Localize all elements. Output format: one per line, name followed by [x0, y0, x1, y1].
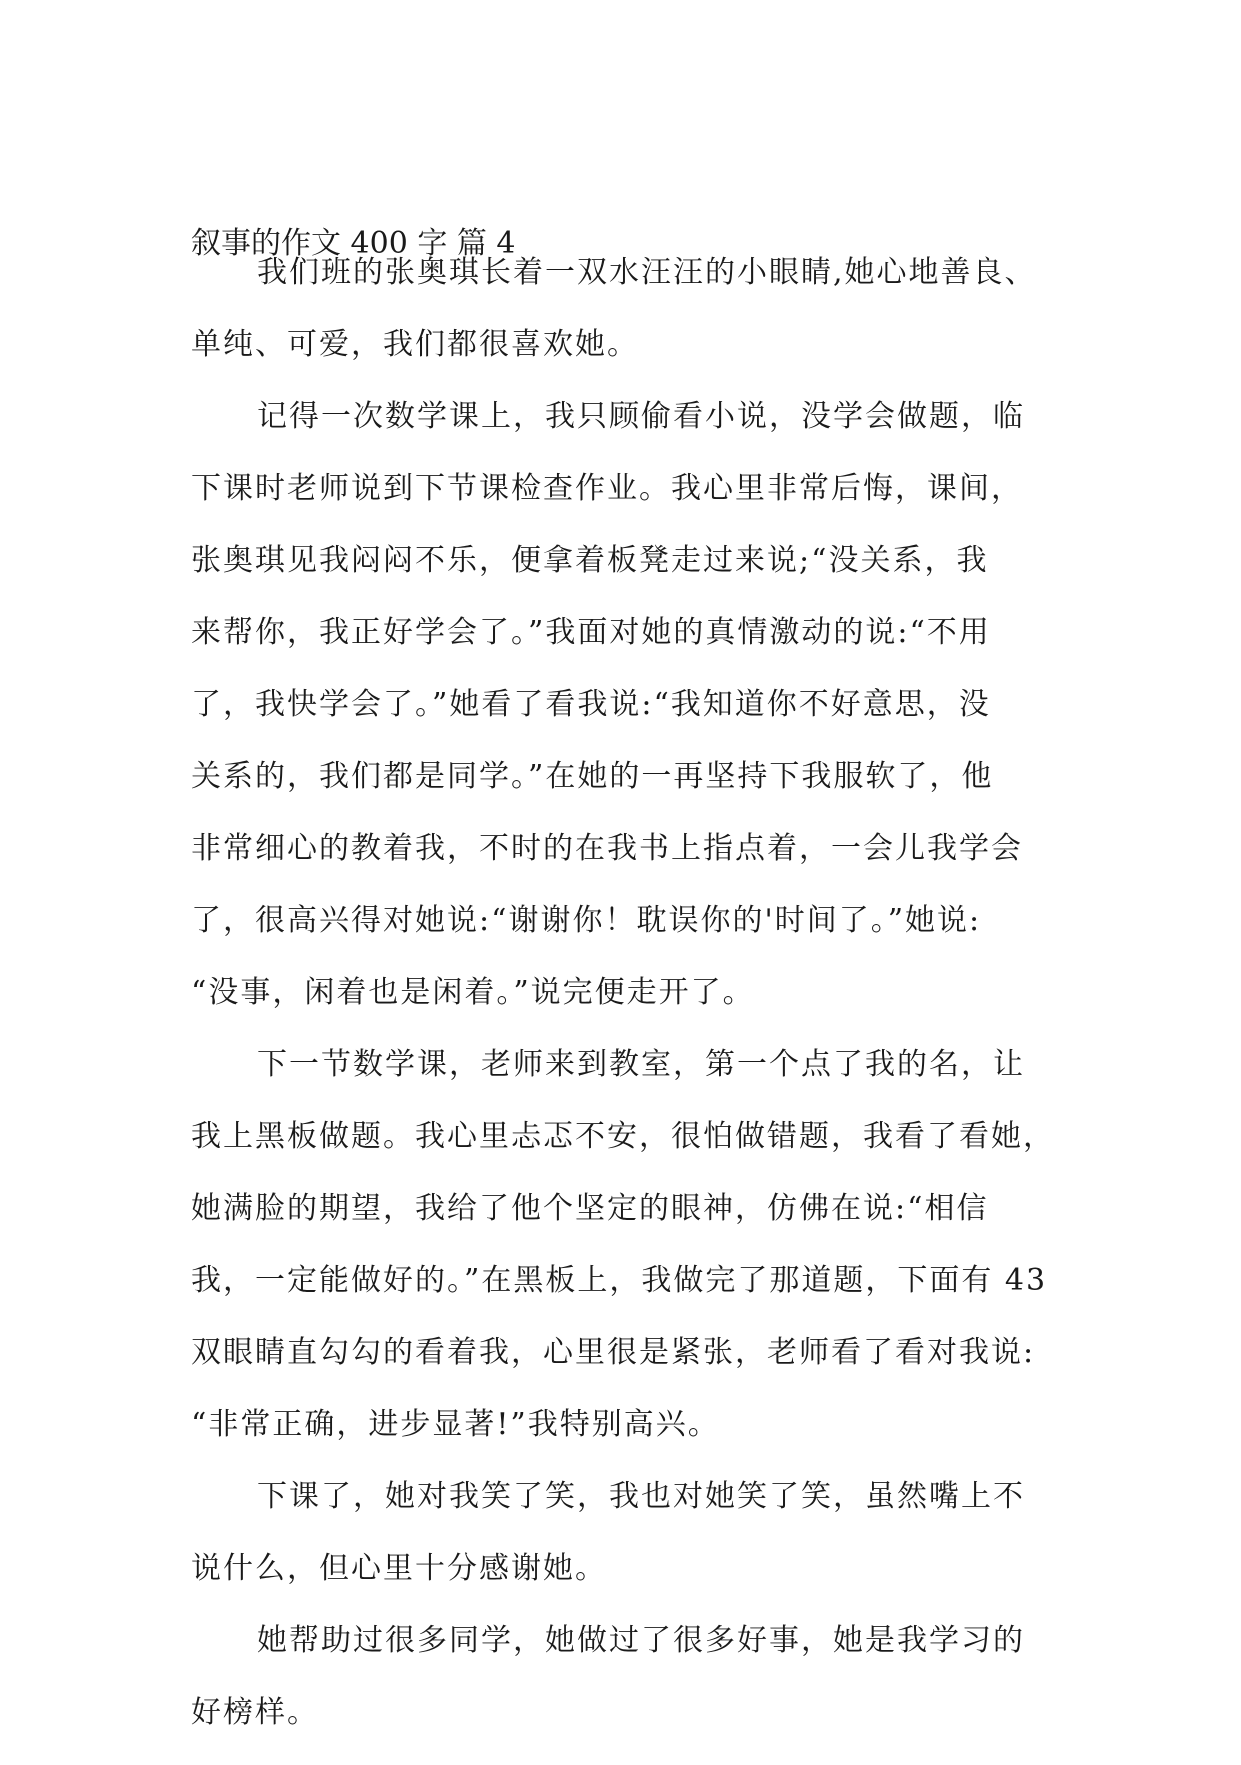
- paragraph-4-line-2: 说什么，但心里十分感谢她。: [191, 1551, 607, 1586]
- paragraph-2-line-8: 了，很高兴得对她说:“谢谢你！耽误你的'时间了。”她说:: [191, 903, 982, 938]
- paragraph-2-line-3: 张奥琪见我闷闷不乐，便拿着板凳走过来说;“没关系，我: [191, 543, 989, 578]
- paragraph-2-line-2: 下课时老师说到下节课检查作业。我心里非常后悔，课间，: [191, 471, 1023, 506]
- paragraph-2-line-5: 了，我快学会了。”她看了看我说:“我知道你不好意思，没: [191, 687, 991, 722]
- paragraph-1-line-1: 我们班的张奥琪长着一双水汪汪的小眼睛,她心地善良、: [257, 255, 1037, 290]
- paragraph-3-line-6: “非常正确，进步显著!”我特别高兴。: [191, 1407, 720, 1442]
- paragraph-5-line-1: 她帮助过很多同学，她做过了很多好事，她是我学习的: [257, 1623, 1025, 1658]
- paragraph-1-line-2: 单纯、可爱，我们都很喜欢她。: [191, 327, 639, 362]
- paragraph-2-line-4: 来帮你，我正好学会了。”我面对她的真情激动的说:“不用: [191, 615, 991, 650]
- paragraph-3-line-4: 我，一定能做好的。”在黑板上，我做完了那道题，下面有 43: [191, 1263, 1048, 1298]
- paragraph-3-line-1: 下一节数学课，老师来到教室，第一个点了我的名，让: [257, 1047, 1025, 1082]
- paragraph-2-line-1: 记得一次数学课上，我只顾偷看小说，没学会做题，临: [257, 399, 1025, 434]
- paragraph-2-line-9: “没事，闲着也是闲着。”说完便走开了。: [191, 975, 755, 1010]
- document-body: [191, 253, 1091, 1765]
- paragraph-2-line-6: 关系的，我们都是同学。”在她的一再坚持下我服软了，他: [191, 759, 994, 794]
- paragraph-5-line-2: 好榜样。: [191, 1695, 319, 1730]
- paragraph-3-line-5: 双眼睛直勾勾的看着我，心里很是紧张，老师看了看对我说:: [191, 1335, 1036, 1370]
- paragraph-3-line-3: 她满脸的期望，我给了他个坚定的眼神，仿佛在说:“相信: [191, 1191, 989, 1226]
- paragraph-2-line-7: 非常细心的教着我，不时的在我书上指点着，一会儿我学会: [191, 831, 1023, 866]
- paragraph-3-line-2: 我上黑板做题。我心里忐忑不安，很怕做错题，我看了看她，: [191, 1119, 1055, 1154]
- document-title: 叙事的作文 400 字 篇 4: [191, 226, 516, 261]
- paragraph-4-line-1: 下课了，她对我笑了笑，我也对她笑了笑，虽然嘴上不: [257, 1479, 1025, 1514]
